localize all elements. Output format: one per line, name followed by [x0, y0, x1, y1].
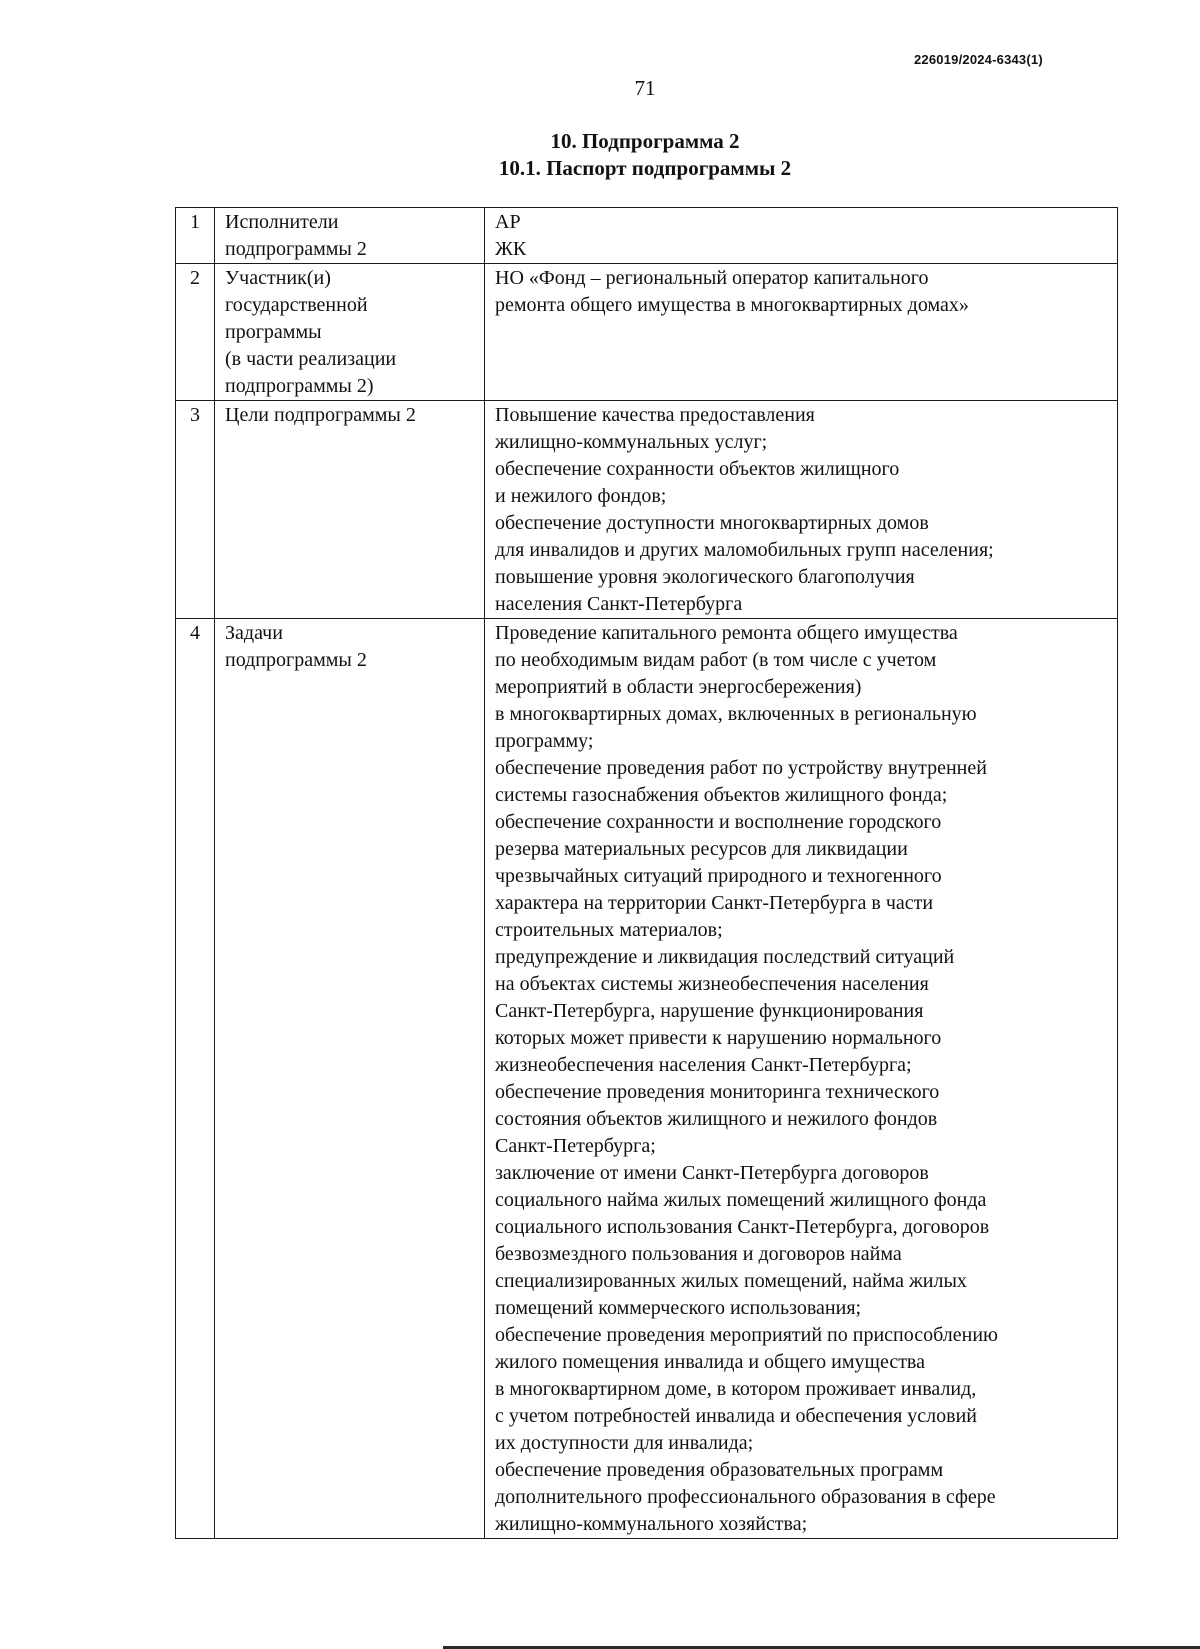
row-content-line: на объектах системы жизнеобеспечения населения — [495, 973, 929, 995]
row-number: 2 — [176, 264, 215, 401]
row-content-line: которых может привести к нарушению нормального — [495, 1027, 942, 1049]
row-title-line: Участник(и) — [225, 267, 331, 289]
table-row — [176, 401, 1118, 619]
row-content-line: в многоквартирном доме, в котором проживает инвалид, — [495, 1378, 977, 1400]
row-content-line: заключение от имени Санкт-Петербурга договоров — [495, 1162, 929, 1184]
section-title: 10. Подпрограмма 2 — [550, 129, 740, 153]
row-content-line: обеспечение сохранности объектов жилищного — [495, 458, 900, 480]
row-content-line: предупреждение и ликвидация последствий ситуаций — [495, 946, 955, 968]
row-content-line: обеспечение проведения работ по устройству внутренней — [495, 757, 987, 779]
row-content-line: ЖК — [495, 238, 527, 260]
table-row — [176, 264, 1118, 401]
row-title-line: подпрограммы 2 — [225, 238, 367, 260]
row-content-line: специализированных жилых помещений, найма жилых — [495, 1270, 967, 1292]
row-content-line: населения Санкт-Петербурга — [495, 593, 743, 615]
row-content-line: характера на территории Санкт-Петербурга в части — [495, 892, 934, 914]
document-registration-number: 226019/2024-6343(1) — [914, 52, 1043, 67]
row-number: 4 — [176, 619, 215, 1539]
row-content-line: для инвалидов и других маломобильных групп населения; — [495, 539, 994, 561]
row-title — [215, 264, 485, 401]
row-title — [215, 208, 485, 264]
row-title — [215, 401, 485, 619]
row-content-line: обеспечение доступности многоквартирных домов — [495, 512, 929, 534]
row-number: 1 — [176, 208, 215, 264]
row-title — [215, 619, 485, 1539]
row-content-line: жилого помещения инвалида и общего имущества — [495, 1351, 925, 1373]
row-content-line: повышение уровня экологического благополучия — [495, 566, 915, 588]
row-content-line: обеспечение проведения образовательных программ — [495, 1459, 944, 1481]
row-content-line: с учетом потребностей инвалида и обеспечения условий — [495, 1405, 978, 1427]
page-number: 71 — [634, 76, 656, 100]
row-content-line: социального использования Санкт-Петербурга, договоров — [495, 1216, 990, 1238]
row-content-line: социального найма жилых помещений жилищного фонда — [495, 1189, 987, 1211]
row-content-line: резерва материальных ресурсов для ликвидации — [495, 838, 908, 860]
subprogram-passport-table — [175, 207, 1118, 1539]
row-content-line: обеспечение проведения мероприятий по приспособлению — [495, 1324, 998, 1346]
row-title-line: подпрограммы 2 — [225, 649, 367, 671]
row-title-line: государственной — [225, 294, 368, 316]
row-content — [485, 264, 1118, 401]
row-content-line: жилищно-коммунального хозяйства; — [495, 1513, 808, 1535]
row-content-line: системы газоснабжения объектов жилищного фонда; — [495, 784, 948, 806]
row-content-line: Санкт-Петербурга, нарушение функционирования — [495, 1000, 924, 1022]
table-row — [176, 619, 1118, 1539]
row-content-line: помещений коммерческого использования; — [495, 1297, 862, 1319]
row-content-line: программу; — [495, 730, 594, 752]
row-title-line: (в части реализации — [225, 348, 397, 370]
row-content-line: состояния объектов жилищного и нежилого фондов — [495, 1108, 938, 1130]
row-content-line: Санкт-Петербурга; — [495, 1135, 656, 1157]
section-heading — [0, 128, 1200, 182]
row-title-line: Исполнители — [225, 211, 339, 233]
row-content-line: мероприятий в области энергосбережения) — [495, 676, 862, 698]
row-content-line: обеспечение сохранности и восполнение городского — [495, 811, 942, 833]
row-content-line: жизнеобеспечения населения Санкт-Петербурга; — [495, 1054, 912, 1076]
row-content — [485, 208, 1118, 264]
row-content-line: безвозмездного пользования и договоров найма — [495, 1243, 902, 1265]
row-title-line: подпрограммы 2) — [225, 375, 374, 397]
row-content-line: в многоквартирных домах, включенных в региональную — [495, 703, 977, 725]
row-content-line: строительных материалов; — [495, 919, 723, 941]
table-row — [176, 208, 1118, 264]
row-content-line: по необходимым видам работ (в том числе с учетом — [495, 649, 937, 671]
row-title-line: Задачи — [225, 622, 283, 644]
row-content — [485, 401, 1118, 619]
row-content-line: обеспечение проведения мониторинга технического — [495, 1081, 940, 1103]
row-number: 3 — [176, 401, 215, 619]
row-content — [485, 619, 1118, 1539]
row-content-line: Проведение капитального ремонта общего имущества — [495, 622, 958, 644]
row-content-line: АР — [495, 211, 521, 233]
subsection-title: 10.1. Паспорт подпрограммы 2 — [498, 156, 792, 180]
row-title-line: Цели подпрограммы 2 — [225, 404, 416, 426]
row-content-line: жилищно-коммунальных услуг; — [495, 431, 768, 453]
row-content-line: НО «Фонд – региональный оператор капитального — [495, 267, 929, 289]
row-content-line: и нежилого фондов; — [495, 485, 667, 507]
row-content-line: дополнительного профессионального образования в сфере — [495, 1486, 996, 1508]
row-title-line: программы — [225, 321, 322, 343]
row-content-line: чрезвычайных ситуаций природного и техногенного — [495, 865, 942, 887]
row-content-line: Повышение качества предоставления — [495, 404, 815, 426]
row-content-line: их доступности для инвалида; — [495, 1432, 754, 1454]
row-content-line: ремонта общего имущества в многоквартирных домах» — [495, 294, 969, 316]
